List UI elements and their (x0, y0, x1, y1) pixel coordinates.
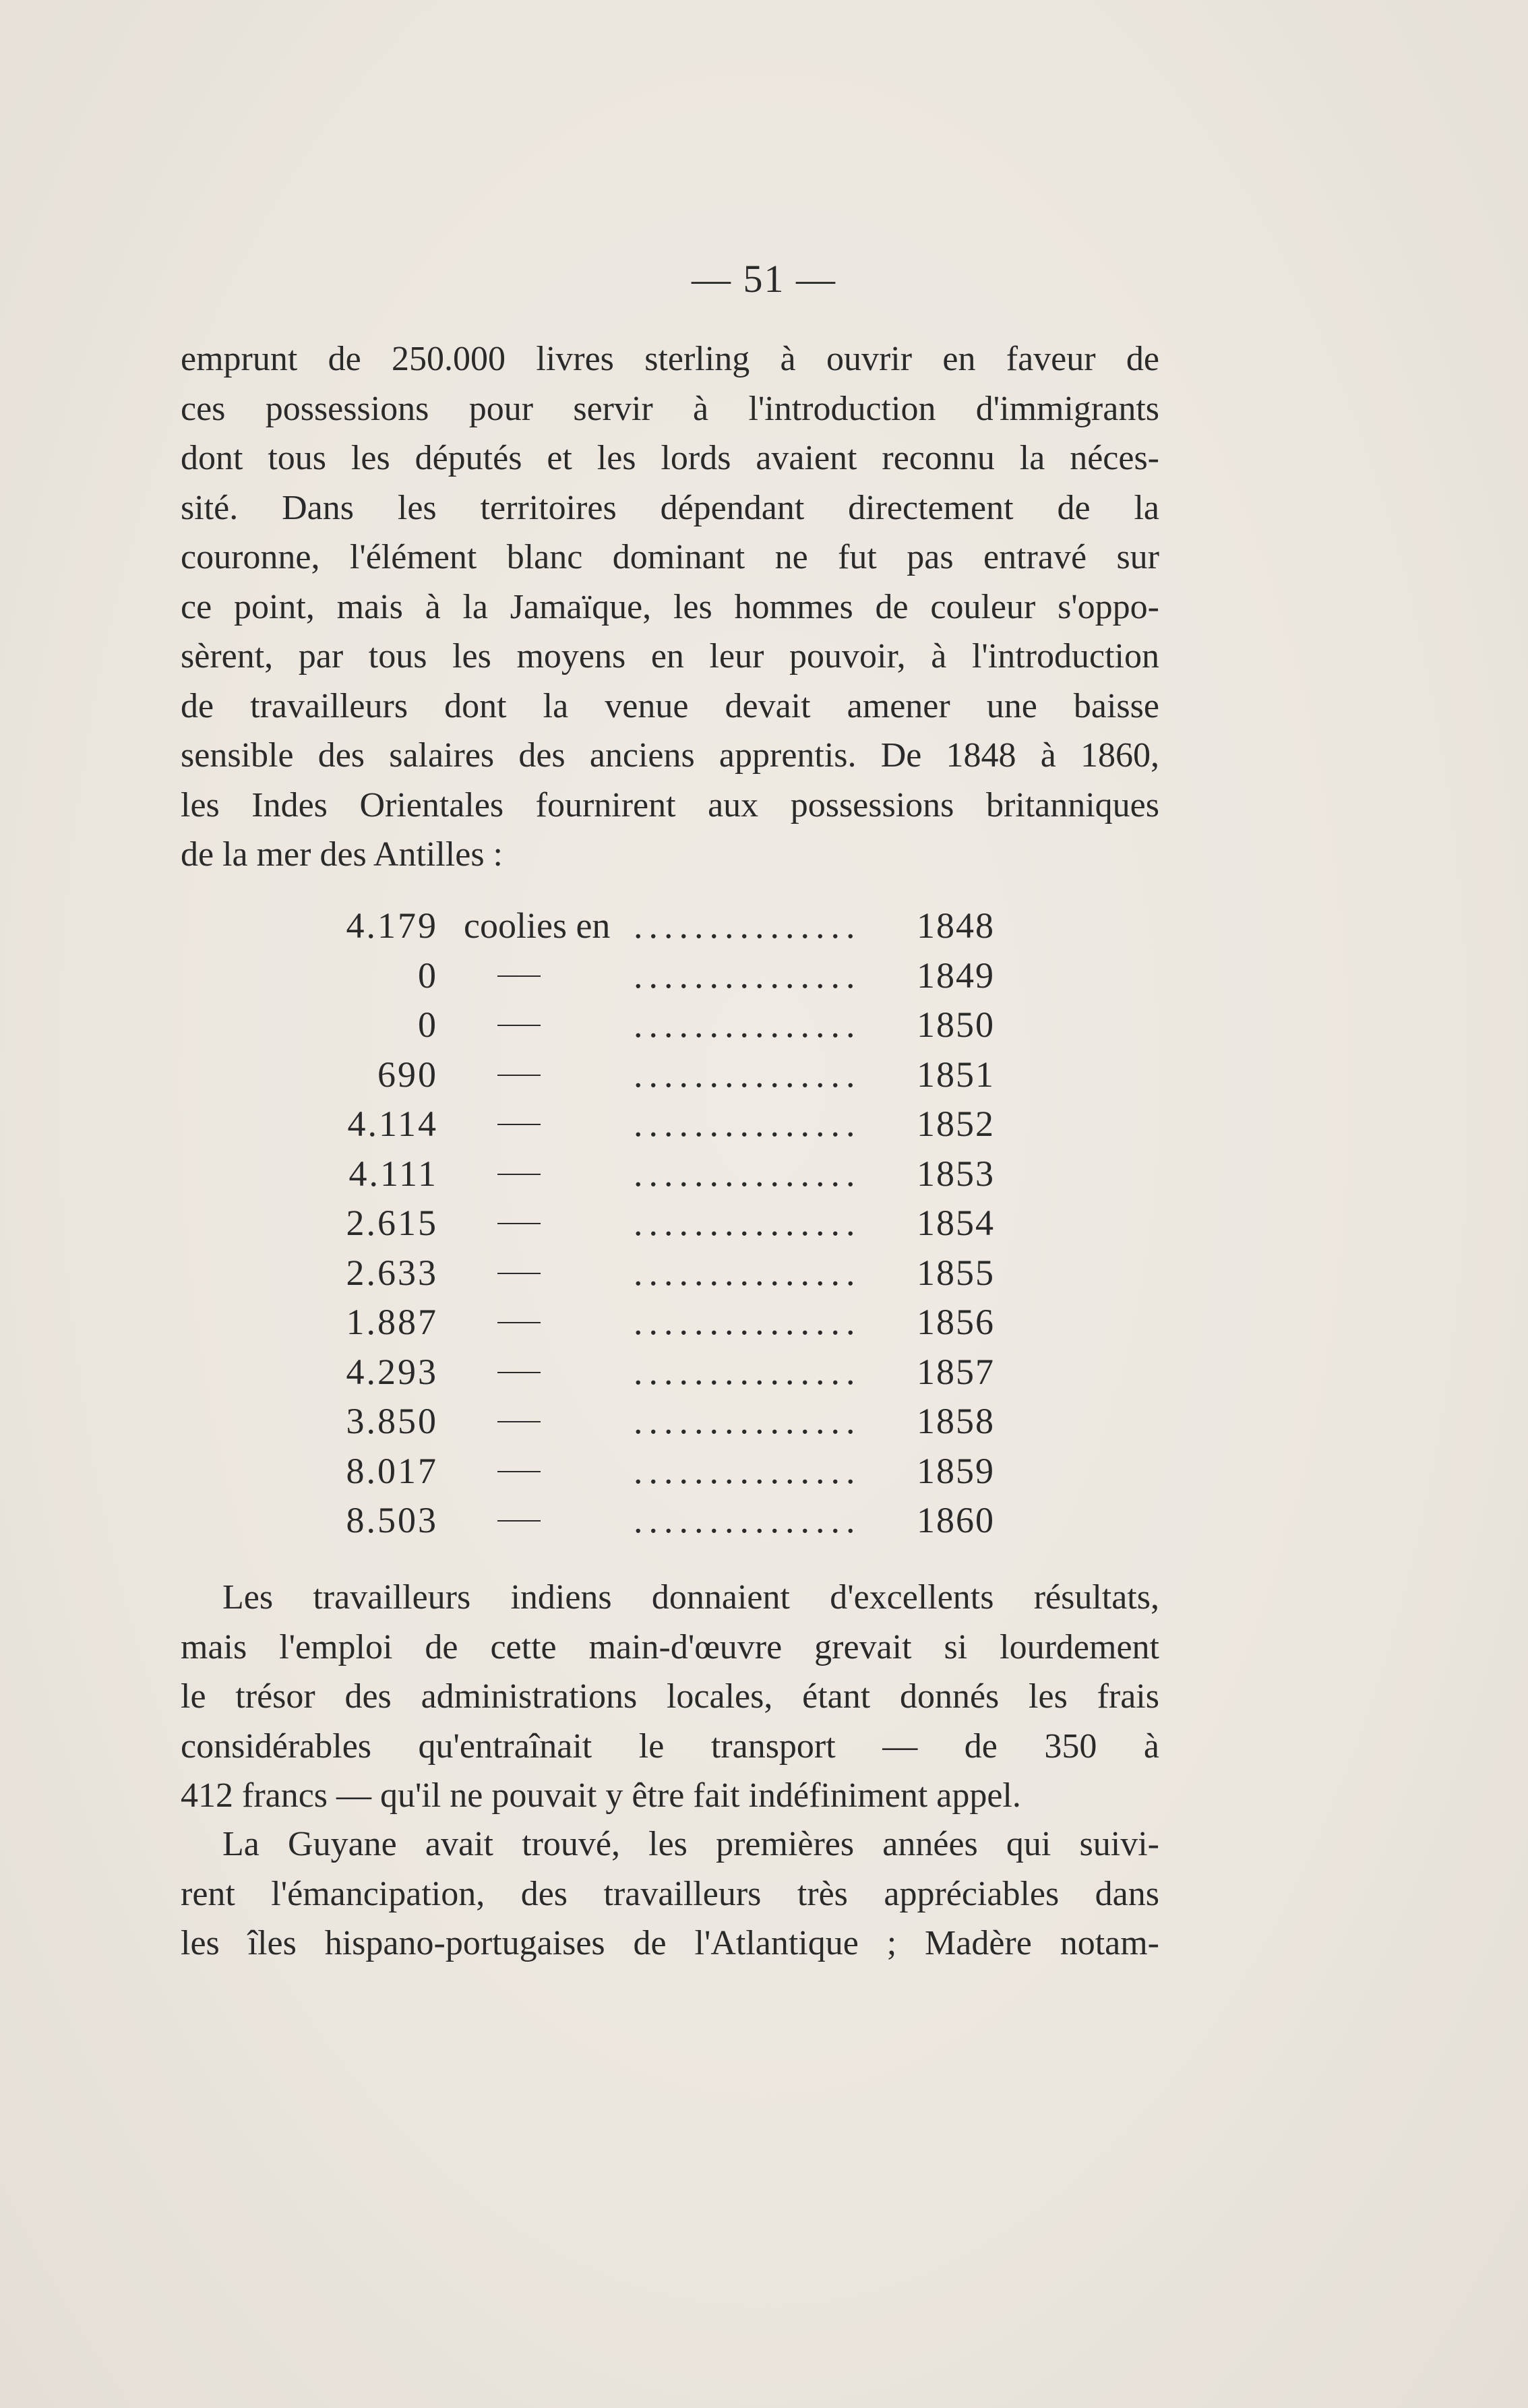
ditto-dash (497, 1174, 541, 1175)
text-line: considérables qu'entraînait le transport — de 350 à (181, 1726, 1159, 1766)
table-row (337, 1050, 1011, 1100)
ditto-dash (497, 1372, 541, 1373)
table-row (337, 1100, 1011, 1149)
table-row (337, 951, 1011, 1001)
leader-dots: ............... (634, 1104, 861, 1144)
coolie-count: 4.293 (346, 1351, 438, 1392)
paragraph-travailleurs-indiens (181, 1573, 1159, 1821)
leader-dots: ............... (634, 955, 861, 996)
table-row (337, 1397, 1011, 1447)
year: 1850 (917, 1004, 995, 1045)
text-line: les îles hispano-portugaises de l'Atlantique ; Madère notam- (181, 1924, 1159, 1962)
table-row (337, 1149, 1011, 1199)
ditto-dash (497, 1124, 541, 1125)
year: 1851 (917, 1054, 995, 1095)
leader-dots: ............... (634, 1203, 861, 1243)
page-number: — 51 — (692, 257, 836, 301)
ditto-dash (497, 1421, 541, 1422)
ditto-dash (497, 1025, 541, 1026)
text-line: sité. Dans les territoires dépendant directement de la (181, 488, 1159, 527)
ditto-dash (497, 1471, 541, 1472)
coolie-count: 0 (418, 955, 438, 996)
coolie-count: 8.017 (346, 1450, 438, 1491)
leader-dots: ............... (634, 1450, 861, 1491)
leader-dots: ............... (634, 1054, 861, 1095)
table-row (337, 1248, 1011, 1298)
table-row (337, 1496, 1011, 1546)
table-row (337, 901, 1011, 951)
text-line: ce point, mais à la Jamaïque, les hommes de couleur s'oppo- (181, 587, 1159, 626)
coolie-immigration-table (337, 901, 1011, 1546)
table-row (337, 1348, 1011, 1397)
leader-dots: ............... (634, 1252, 861, 1293)
ditto-dash (497, 975, 541, 977)
table-row (337, 1298, 1011, 1348)
leader-dots: ............... (634, 1351, 861, 1392)
text-line: sèrent, par tous les moyens en leur pouvoir, à l'introduction (181, 637, 1159, 675)
ditto-dash (497, 1223, 541, 1224)
paragraph-emprunt (181, 334, 1159, 880)
text-line: couronne, l'élément blanc dominant ne fut pas entravé sur (181, 538, 1159, 576)
ditto-dash (497, 1075, 541, 1076)
coolie-count: 4.179 (346, 905, 438, 946)
coolie-count: 2.615 (346, 1203, 438, 1243)
leader-dots: ............... (634, 1500, 861, 1540)
ditto-dash (497, 1520, 541, 1522)
year: 1853 (917, 1153, 995, 1194)
coolie-count: 0 (418, 1004, 438, 1045)
leader-dots: ............... (634, 1153, 861, 1194)
text-line: de la mer des Antilles : (181, 835, 503, 874)
leader-dots: ............... (634, 1401, 861, 1441)
text-line: rent l'émancipation, des travailleurs très appréciables dans (181, 1874, 1159, 1913)
year: 1855 (917, 1252, 995, 1293)
table-row (337, 1447, 1011, 1497)
text-line: les Indes Orientales fournirent aux possessions britanniques (181, 785, 1159, 824)
table-row (337, 1000, 1011, 1050)
text-line: La Guyane avait trouvé, les premières années qui suivi- (222, 1825, 1159, 1863)
table-row (337, 1199, 1011, 1248)
year: 1858 (917, 1401, 995, 1441)
year: 1856 (917, 1302, 995, 1342)
coolie-count: 3.850 (346, 1401, 438, 1441)
leader-dots: ............... (634, 905, 861, 946)
text-line: Les travailleurs indiens donnaient d'excellents résultats, (222, 1578, 1159, 1617)
ditto-dash (497, 1322, 541, 1323)
text-line: le trésor des administrations locales, étant donnés les frais (181, 1677, 1159, 1716)
year: 1849 (917, 955, 995, 996)
coolie-count: 690 (377, 1054, 438, 1095)
coolie-count: 8.503 (346, 1500, 438, 1540)
year: 1854 (917, 1203, 995, 1243)
leader-dots: ............... (634, 1302, 861, 1342)
coolie-count: 4.114 (347, 1104, 438, 1144)
year: 1860 (917, 1500, 995, 1540)
year: 1852 (917, 1104, 995, 1144)
text-line: dont tous les députés et les lords avaient reconnu la néces- (181, 439, 1159, 477)
text-line: de travailleurs dont la venue devait amener une baisse (181, 686, 1159, 725)
row-label: coolies en (464, 905, 611, 946)
year: 1857 (917, 1351, 995, 1392)
text-line: mais l'emploi de cette main-d'œuvre grevait si lourdement (181, 1627, 1159, 1666)
paragraph-guyane (181, 1819, 1159, 1968)
text-line: sensible des salaires des anciens apprentis. De 1848 à 1860, (181, 736, 1159, 775)
leader-dots: ............... (634, 1004, 861, 1045)
coolie-count: 2.633 (346, 1252, 438, 1293)
year: 1859 (917, 1450, 995, 1491)
text-line: 412 francs — qu'il ne pouvait y être fait indéfiniment appel. (181, 1776, 1021, 1815)
text-line: ces possessions pour servir à l'introduction d'immigrants (181, 389, 1159, 428)
coolie-count: 4.111 (348, 1153, 438, 1194)
year: 1848 (917, 905, 995, 946)
text-line: emprunt de 250.000 livres sterling à ouvrir en faveur de (181, 340, 1159, 378)
ditto-dash (497, 1273, 541, 1274)
coolie-count: 1.887 (346, 1302, 438, 1342)
